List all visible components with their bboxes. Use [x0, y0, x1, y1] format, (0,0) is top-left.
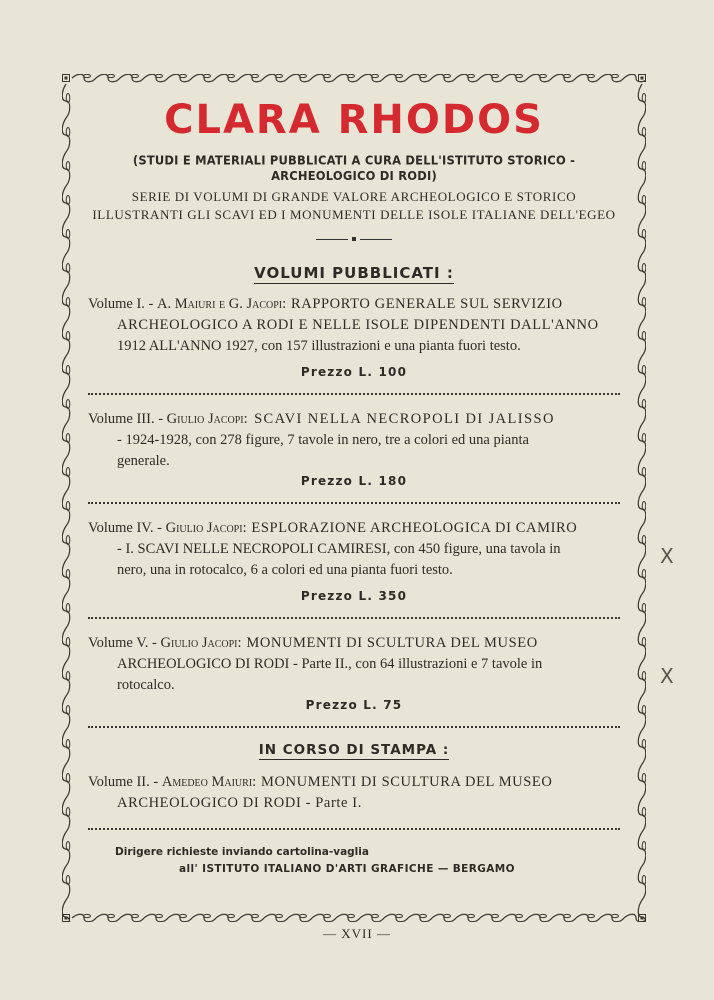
vine-leaf	[324, 74, 331, 77]
vertical-vine	[638, 84, 646, 922]
volume-entry: Volume V. - Giulio Jacopi: MONUMENTI DI SCULTURA DEL MUSEO ARCHEOLOGICO DI RODI - Parte II., con 64 illustrazioni e 7 tavole in rotocalco. Prezzo L. 75	[88, 633, 620, 712]
corner-dot	[65, 77, 68, 80]
vine-leaf	[612, 74, 619, 77]
vine-leaf	[420, 74, 427, 77]
subtitle: (STUDI E MATERIALI PUBBLICATI A CURA DELL'ISTITUTO STORICO - ARCHEOLOGICO DI RODI)	[132, 152, 576, 184]
vine-leaf	[612, 914, 619, 917]
dotted-separator	[88, 502, 620, 504]
published-heading: VOLUMI PUBBLICATI :	[254, 264, 454, 282]
volume-author: A. Maiuri e G. Jacopi	[157, 296, 283, 312]
vertical-vine	[62, 84, 70, 922]
vine-leaf	[444, 74, 451, 77]
vine-leaf	[108, 74, 115, 77]
page-title: CLARA RHODOS	[164, 97, 544, 143]
volume-price: Prezzo L. 180	[300, 474, 408, 488]
vine-leaf	[108, 914, 115, 917]
vine-leaf	[156, 914, 163, 917]
vine-leaf	[540, 74, 547, 77]
vine-leaf	[300, 74, 307, 77]
dotted-separator	[88, 828, 620, 830]
vine-leaf	[324, 914, 331, 917]
volume-entry: Volume III. - Giulio Jacopi: SCAVI NELLA NECROPOLI DI JALISSO - 1924-1928, con 278 figure, 7 tavole in nero, tre a colori ed una pianta generale. Prezzo L. 180	[88, 409, 620, 488]
ornament-divider	[88, 230, 620, 242]
vine-leaf	[132, 74, 139, 77]
footer-line-2: all' ISTITUTO ITALIANO D'ARTI GRAFICHE — BERGAMO	[179, 863, 515, 875]
vine-leaf	[276, 74, 283, 77]
series-line-2: ILLUSTRANTI GLI SCAVI ED I MONUMENTI DELLE ISOLE ITALIANE DELL'EGEO	[92, 207, 616, 222]
vine-leaf	[468, 914, 475, 917]
volume-price: Prezzo L. 75	[305, 698, 403, 712]
ordering-info	[88, 844, 620, 878]
vine-leaf	[540, 914, 547, 917]
vine-leaf	[204, 74, 211, 77]
dotted-separator	[88, 617, 620, 619]
vine-leaf	[396, 74, 403, 77]
vine-leaf	[372, 914, 379, 917]
volume-entry: Volume II. - Amedeo Maiuri: MONUMENTI DI SCULTURA DEL MUSEO ARCHEOLOGICO DI RODI - Parte I.	[88, 774, 553, 811]
vine-leaf	[276, 914, 283, 917]
vine-leaf	[588, 74, 595, 77]
vine-leaf	[84, 74, 91, 77]
corner-dot	[641, 77, 644, 80]
vine-leaf	[252, 914, 259, 917]
vine-leaf	[516, 914, 523, 917]
series-line-1: SERIE DI VOLUMI DI GRANDE VALORE ARCHEOLOGICO E STORICO	[131, 189, 577, 204]
vine-leaf	[420, 914, 427, 917]
vine-leaf	[492, 74, 499, 77]
dotted-separator	[88, 393, 620, 395]
vine-leaf	[564, 914, 571, 917]
vine-leaf	[228, 914, 235, 917]
volume-author: Giulio Jacopi	[160, 635, 238, 651]
volume-author: Giulio Jacopi	[165, 520, 243, 536]
printing-heading: IN CORSO DI STAMPA :	[258, 742, 450, 758]
vine-leaf	[396, 914, 403, 917]
vine-leaf	[516, 74, 523, 77]
vine-leaf	[180, 74, 187, 77]
vine-leaf	[444, 914, 451, 917]
vine-leaf	[468, 74, 475, 77]
vine-leaf	[180, 914, 187, 917]
vine-leaf	[132, 914, 139, 917]
volume-author: Amedeo Maiuri	[161, 774, 253, 790]
footer-line-1: Dirigere richieste inviando cartolina-vaglia	[115, 846, 369, 858]
vine-leaf	[204, 914, 211, 917]
volume-price: Prezzo L. 350	[300, 589, 408, 603]
dotted-separator	[88, 726, 620, 728]
vine-leaf	[300, 914, 307, 917]
vine-leaf	[228, 74, 235, 77]
vine-leaf	[252, 74, 259, 77]
volume-entry: Volume IV. - Giulio Jacopi: ESPLORAZIONE ARCHEOLOGICA DI CAMIRO - I. SCAVI NELLE NECROPOLI CAMIRESI, con 450 figure, una tavola in nero, una in rotocalco, 6 a colori ed una pianta fuori testo. Prezzo L. 350	[88, 518, 620, 603]
advertisement-page	[88, 96, 620, 878]
vine-leaf	[156, 74, 163, 77]
volume-price: Prezzo L. 100	[300, 365, 408, 379]
vine-leaf	[348, 74, 355, 77]
page-number: — XVII —	[323, 926, 391, 941]
vine-leaf	[588, 914, 595, 917]
vine-leaf	[372, 74, 379, 77]
handwritten-mark: X	[660, 664, 674, 688]
vine-leaf	[84, 914, 91, 917]
series-description	[88, 188, 620, 224]
vine-leaf	[348, 914, 355, 917]
volume-author: Giulio Jacopi	[166, 411, 244, 427]
vine-leaf	[564, 74, 571, 77]
handwritten-mark: X	[660, 544, 674, 568]
volume-entry: Volume I. - A. Maiuri e G. Jacopi: RAPPORTO GENERALE SUL SERVIZIO ARCHEOLOGICO A RODI E NELLE ISOLE DIPENDENTI DALL'ANNO 1912 ALL'ANNO 1927, con 157 illustrazioni e una pianta fuori testo. Prezzo L. 100	[88, 294, 620, 379]
vine-leaf	[492, 914, 499, 917]
